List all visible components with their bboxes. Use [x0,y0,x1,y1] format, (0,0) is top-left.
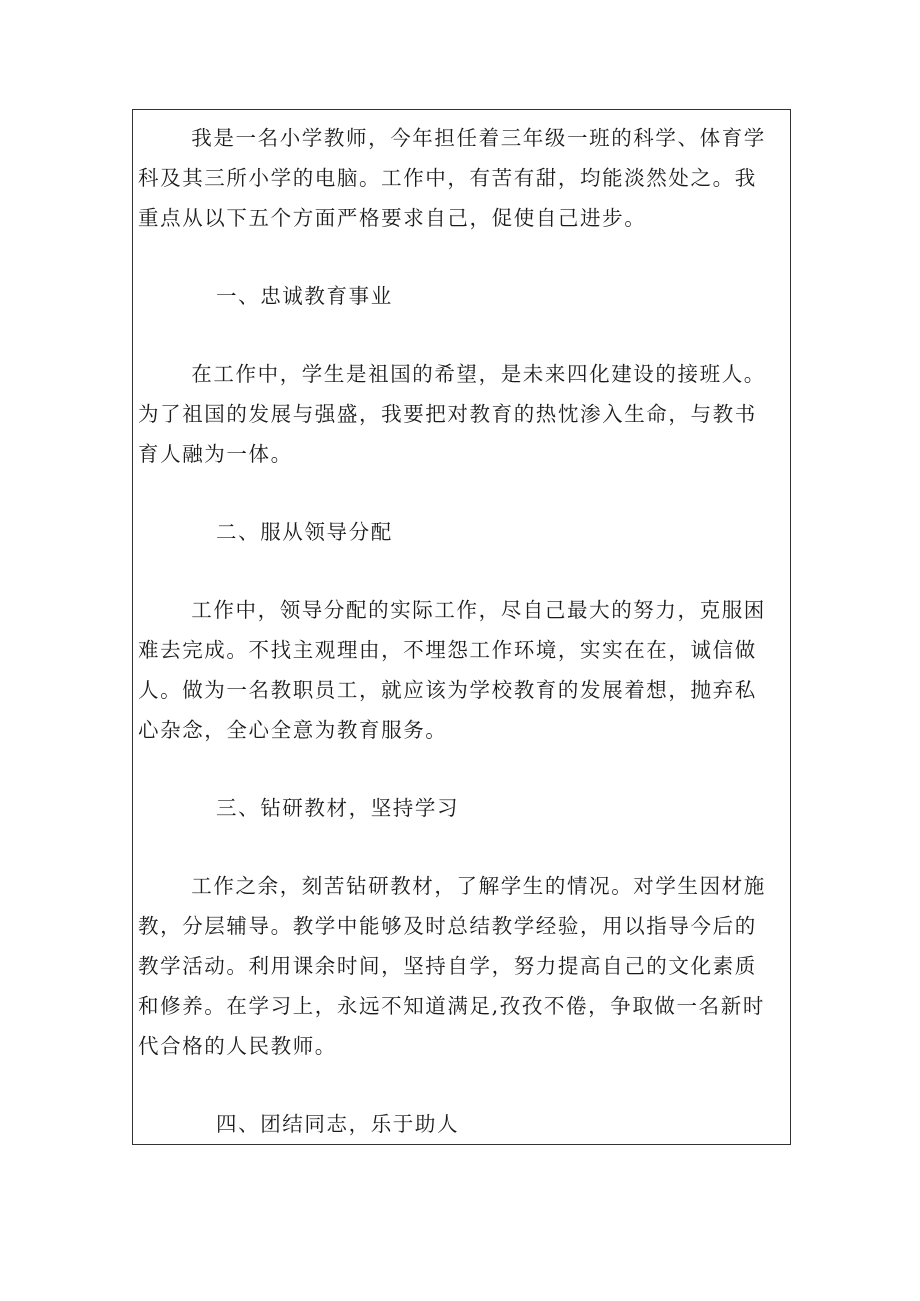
text-line: 难去完成。不找主观理由，不埋怨工作环境，实实在在，诚信做 [138,638,757,662]
section-paragraph-2 [138,590,788,750]
text-line: 教，分层辅导。教学中能够及时总结教学经验，用以指导今后的 [138,914,757,938]
intro-paragraph [138,118,788,238]
text-line: 科及其三所小学的电脑。工作中，有苦有甜，均能淡然处之。我 [138,166,757,190]
text-line: 育人融为一体。 [138,442,293,466]
text-line: 心杂念，全心全意为教育服务。 [138,718,448,742]
section-heading-4: 四、团结同志，乐于助人 [216,1112,460,1136]
text-line: 我是一名小学教师，今年担任着三年级一班的科学、体育学 [191,126,766,150]
text-line: 为了祖国的发展与强盛，我要把对教育的热忱渗入生命，与教书 [138,402,757,426]
text-line: 和修养。在学习上，永远不知道满足,孜孜不倦，争取做一名新时 [138,994,765,1018]
text-line: 在工作中，学生是祖国的希望，是未来四化建设的接班人。 [191,362,766,386]
text-line: 工作之余，刻苦钻研教材，了解学生的情况。对学生因材施 [191,874,766,898]
text-line: 教学活动。利用课余时间，坚持自学，努力提高自己的文化素质 [138,954,757,978]
section-heading-2: 二、服从领导分配 [216,520,393,544]
section-heading-3: 三、钻研教材，坚持学习 [216,796,460,820]
document-frame [132,109,791,1145]
section-heading-1: 一、忠诚教育事业 [216,284,393,308]
text-line: 工作中，领导分配的实际工作，尽自己最大的努力，克服困 [191,598,766,622]
document-body [138,118,788,1144]
text-line: 代合格的人民教师。 [138,1034,337,1058]
text-line: 重点从以下五个方面严格要求自己，促使自己进步。 [138,206,647,230]
section-paragraph-3 [138,866,788,1066]
section-paragraph-1 [138,354,788,474]
text-line: 人。做为一名教职员工，就应该为学校教育的发展着想，抛弃私 [138,678,757,702]
